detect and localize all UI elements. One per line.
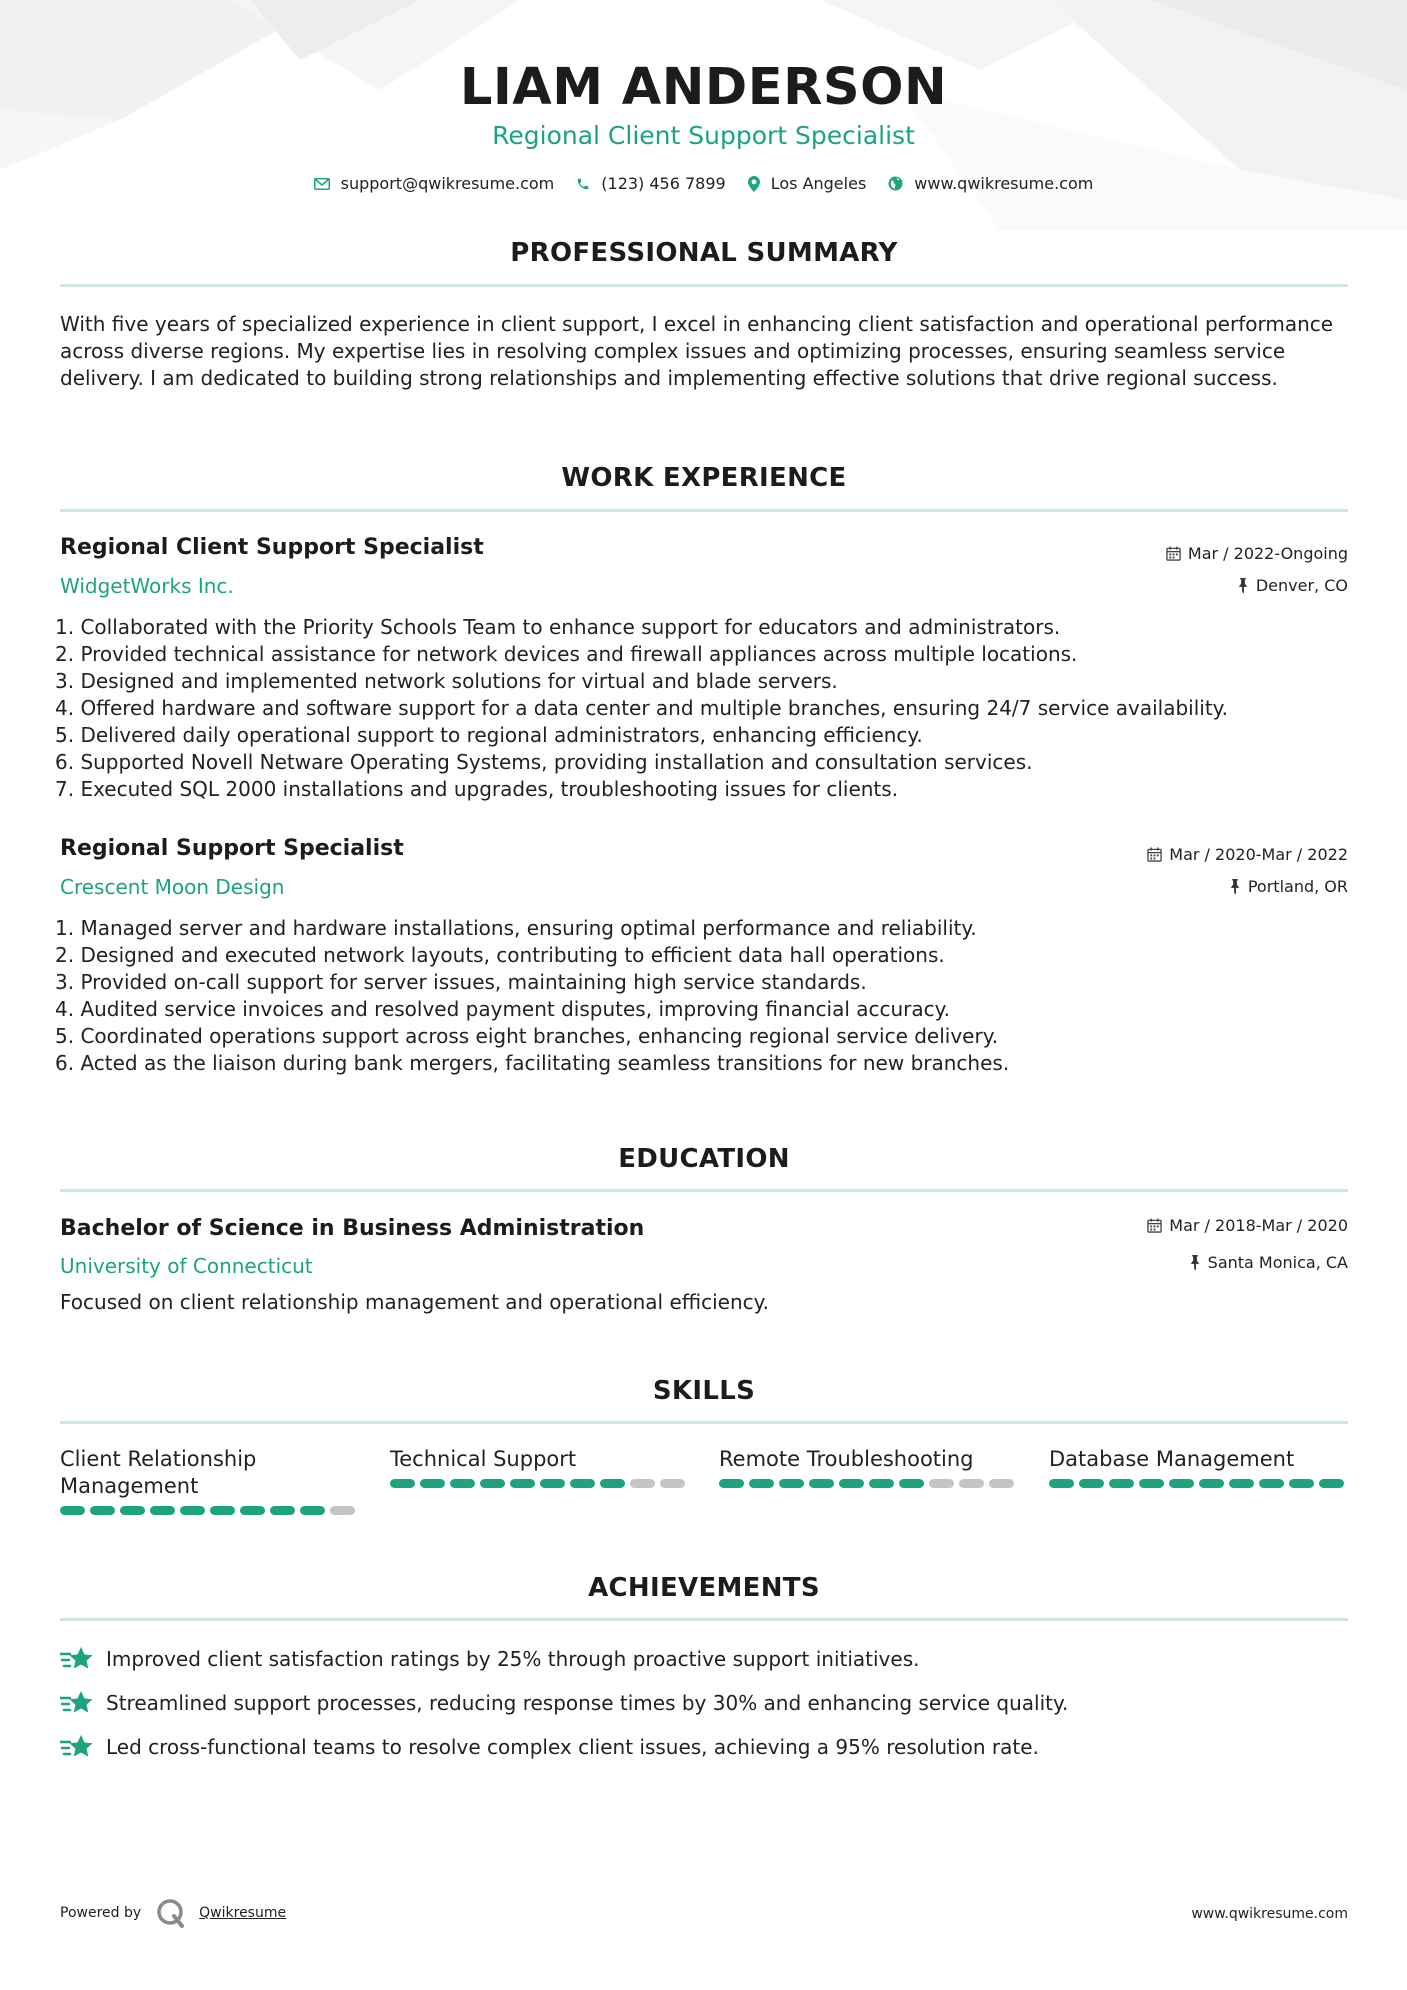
experience-title: WORK EXPERIENCE bbox=[561, 463, 847, 493]
skill-name: Database Management bbox=[1049, 1447, 1295, 1471]
skill-dot-filled bbox=[90, 1506, 115, 1515]
education-school: University of Connecticut bbox=[60, 1254, 313, 1278]
education-degree: Bachelor of Science in Business Administration bbox=[60, 1216, 645, 1241]
skill-dot-filled bbox=[150, 1506, 175, 1515]
pushpin-icon bbox=[1229, 879, 1241, 894]
skill-name: Remote Troubleshooting bbox=[719, 1447, 974, 1471]
skill-dot-filled bbox=[779, 1479, 804, 1488]
skill-dot-filled bbox=[839, 1479, 864, 1488]
candidate-name: LIAM ANDERSON bbox=[459, 58, 948, 117]
skills-divider bbox=[60, 1421, 1348, 1424]
achievements-divider bbox=[60, 1618, 1348, 1621]
job-location-text: Portland, OR bbox=[1247, 877, 1348, 896]
summary-divider bbox=[60, 284, 1348, 287]
list-item: 3. Provided on-call support for server issues, maintaining high service standards. bbox=[55, 970, 867, 994]
skill-item bbox=[60, 1446, 360, 1515]
skill-dot-filled bbox=[1139, 1479, 1164, 1488]
education-description: Focused on client relationship management and operational efficiency. bbox=[60, 1290, 769, 1314]
achievement-text: Streamlined support processes, reducing response times by 30% and enhancing service quality. bbox=[106, 1691, 1069, 1715]
star-icon bbox=[60, 1734, 94, 1760]
achievements-title: ACHIEVEMENTS bbox=[588, 1573, 820, 1603]
contact-email[interactable] bbox=[314, 174, 555, 193]
skill-dot-filled bbox=[600, 1479, 625, 1488]
qwikresume-logo-icon bbox=[155, 1897, 187, 1929]
education-divider bbox=[60, 1189, 1348, 1192]
education-location-text: Santa Monica, CA bbox=[1207, 1253, 1348, 1272]
achievement-text: Led cross-functional teams to resolve complex client issues, achieving a 95% resolution rate. bbox=[106, 1735, 1039, 1759]
list-item: 6. Supported Novell Netware Operating Systems, providing installation and consultation services. bbox=[55, 750, 1033, 774]
candidate-role: Regional Client Support Specialist bbox=[492, 121, 915, 150]
pushpin-icon bbox=[1237, 578, 1249, 593]
job-bullets bbox=[55, 614, 1345, 803]
skill-dot-filled bbox=[1079, 1479, 1104, 1488]
skill-dot-filled bbox=[749, 1479, 774, 1488]
contact-website[interactable] bbox=[888, 174, 1093, 193]
skill-dot-empty bbox=[989, 1479, 1014, 1488]
skill-dot-filled bbox=[540, 1479, 565, 1488]
list-item: 4. Offered hardware and software support for a data center and multiple branches, ensuring 24/7 service availability. bbox=[55, 696, 1229, 720]
footer-powered-by bbox=[60, 1897, 286, 1929]
achievement-text: Improved client satisfaction ratings by 25% through proactive support initiatives. bbox=[106, 1647, 920, 1671]
skill-dot-filled bbox=[869, 1479, 894, 1488]
globe-icon bbox=[888, 176, 903, 191]
calendar-icon bbox=[1147, 847, 1162, 862]
job-bullets bbox=[55, 915, 1345, 1077]
education-title: EDUCATION bbox=[618, 1144, 790, 1174]
skill-item bbox=[1049, 1446, 1349, 1488]
education-dates bbox=[1147, 1216, 1348, 1235]
contact-phone-text: (123) 456 7899 bbox=[601, 174, 726, 193]
skill-dot-empty bbox=[959, 1479, 984, 1488]
skill-dot-empty bbox=[330, 1506, 355, 1515]
skill-item bbox=[719, 1446, 1019, 1488]
skill-name: Technical Support bbox=[390, 1447, 577, 1471]
education-dates-text: Mar / 2018-Mar / 2020 bbox=[1169, 1216, 1348, 1235]
contact-website-text: www.qwikresume.com bbox=[914, 174, 1094, 193]
skill-level-bar bbox=[390, 1479, 690, 1488]
star-icon bbox=[60, 1690, 94, 1716]
skill-dot-filled bbox=[719, 1479, 744, 1488]
skill-dot-filled bbox=[210, 1506, 235, 1515]
list-item: 2. Designed and executed network layouts, contributing to efficient data hall operations. bbox=[55, 943, 945, 967]
skill-dot-filled bbox=[1169, 1479, 1194, 1488]
skill-dot-filled bbox=[180, 1506, 205, 1515]
list-item: 1. Managed server and hardware installations, ensuring optimal performance and reliability. bbox=[55, 916, 977, 940]
summary-title: PROFESSIONAL SUMMARY bbox=[510, 238, 898, 268]
job-company: WidgetWorks Inc. bbox=[60, 574, 234, 598]
list-item: 2. Provided technical assistance for network devices and firewall appliances across multiple locations. bbox=[55, 642, 1078, 666]
experience-divider bbox=[60, 509, 1348, 512]
star-icon bbox=[60, 1646, 94, 1672]
list-item: 6. Acted as the liaison during bank mergers, facilitating seamless transitions for new branches. bbox=[55, 1051, 1010, 1075]
list-item: 3. Designed and implemented network solutions for virtual and blade servers. bbox=[55, 669, 838, 693]
skill-dot-filled bbox=[1319, 1479, 1344, 1488]
resume-header bbox=[0, 56, 1407, 193]
list-item: 5. Delivered daily operational support to regional administrators, enhancing efficiency. bbox=[55, 723, 923, 747]
skill-level-bar bbox=[60, 1506, 360, 1515]
skill-name: Client Relationship Management bbox=[60, 1447, 257, 1498]
job-dates bbox=[1147, 845, 1348, 864]
qwikresume-link[interactable]: Qwikresume bbox=[199, 1905, 287, 1921]
summary-text: With five years of specialized experience in client support, I excel in enhancing client satisfaction and operational performance across diverse regions. My expertise lies in resolving complex issues and optimizing processes, ensuring seamless service delivery. I am dedicated to building strong relationships and implementing effective solutions that drive regional success. bbox=[60, 312, 1334, 390]
skill-item bbox=[390, 1446, 690, 1488]
skill-dot-empty bbox=[630, 1479, 655, 1488]
achievement-item bbox=[60, 1734, 1039, 1760]
calendar-icon bbox=[1166, 546, 1181, 561]
skill-level-bar bbox=[1049, 1479, 1349, 1488]
job-title: Regional Client Support Specialist bbox=[60, 535, 484, 560]
job-location bbox=[1229, 877, 1348, 896]
skill-dot-empty bbox=[660, 1479, 685, 1488]
list-item: 4. Audited service invoices and resolved payment disputes, improving financial accuracy. bbox=[55, 997, 950, 1021]
job-location bbox=[1237, 576, 1348, 595]
skill-dot-filled bbox=[120, 1506, 145, 1515]
contact-bar bbox=[0, 174, 1407, 193]
job-company: Crescent Moon Design bbox=[60, 875, 285, 899]
skill-dot-filled bbox=[240, 1506, 265, 1515]
list-item: 5. Coordinated operations support across eight branches, enhancing regional service delivery. bbox=[55, 1024, 999, 1048]
achievement-item bbox=[60, 1690, 1068, 1716]
skill-dot-filled bbox=[510, 1479, 535, 1488]
skill-dot-filled bbox=[899, 1479, 924, 1488]
contact-email-text: support@qwikresume.com bbox=[340, 174, 555, 193]
skill-dot-filled bbox=[570, 1479, 595, 1488]
skill-dot-filled bbox=[1199, 1479, 1224, 1488]
achievement-item bbox=[60, 1646, 919, 1672]
footer-website[interactable]: www.qwikresume.com bbox=[1191, 1906, 1348, 1922]
job-title: Regional Support Specialist bbox=[60, 836, 404, 861]
education-location bbox=[1189, 1253, 1348, 1272]
map-pin-icon bbox=[748, 176, 760, 192]
list-item: 1. Collaborated with the Priority Schools Team to enhance support for educators and administrators. bbox=[55, 615, 1061, 639]
skill-dot-filled bbox=[1259, 1479, 1284, 1488]
envelope-icon bbox=[314, 178, 330, 190]
skill-dot-filled bbox=[390, 1479, 415, 1488]
powered-by-label: Powered by bbox=[60, 1905, 142, 1921]
skill-dot-filled bbox=[420, 1479, 445, 1488]
skill-dot-filled bbox=[1049, 1479, 1074, 1488]
contact-phone[interactable] bbox=[576, 174, 725, 193]
skill-dot-empty bbox=[929, 1479, 954, 1488]
skill-dot-filled bbox=[809, 1479, 834, 1488]
contact-location-text: Los Angeles bbox=[770, 174, 867, 193]
job-dates-text: Mar / 2022-Ongoing bbox=[1187, 544, 1348, 563]
job-location-text: Denver, CO bbox=[1255, 576, 1348, 595]
list-item: 7. Executed SQL 2000 installations and upgrades, troubleshooting issues for clients. bbox=[55, 777, 899, 801]
job-dates bbox=[1166, 544, 1348, 563]
skill-dot-filled bbox=[60, 1506, 85, 1515]
contact-location bbox=[748, 174, 867, 193]
skill-level-bar bbox=[719, 1479, 1019, 1488]
skill-dot-filled bbox=[270, 1506, 295, 1515]
skill-dot-filled bbox=[1229, 1479, 1254, 1488]
skill-dot-filled bbox=[1109, 1479, 1134, 1488]
calendar-icon bbox=[1147, 1218, 1162, 1233]
pushpin-icon bbox=[1189, 1255, 1201, 1270]
skill-dot-filled bbox=[450, 1479, 475, 1488]
job-dates-text: Mar / 2020-Mar / 2022 bbox=[1169, 845, 1348, 864]
skill-dot-filled bbox=[1289, 1479, 1314, 1488]
skill-dot-filled bbox=[480, 1479, 505, 1488]
skills-title: SKILLS bbox=[652, 1376, 756, 1406]
phone-icon bbox=[576, 177, 590, 191]
skill-dot-filled bbox=[300, 1506, 325, 1515]
